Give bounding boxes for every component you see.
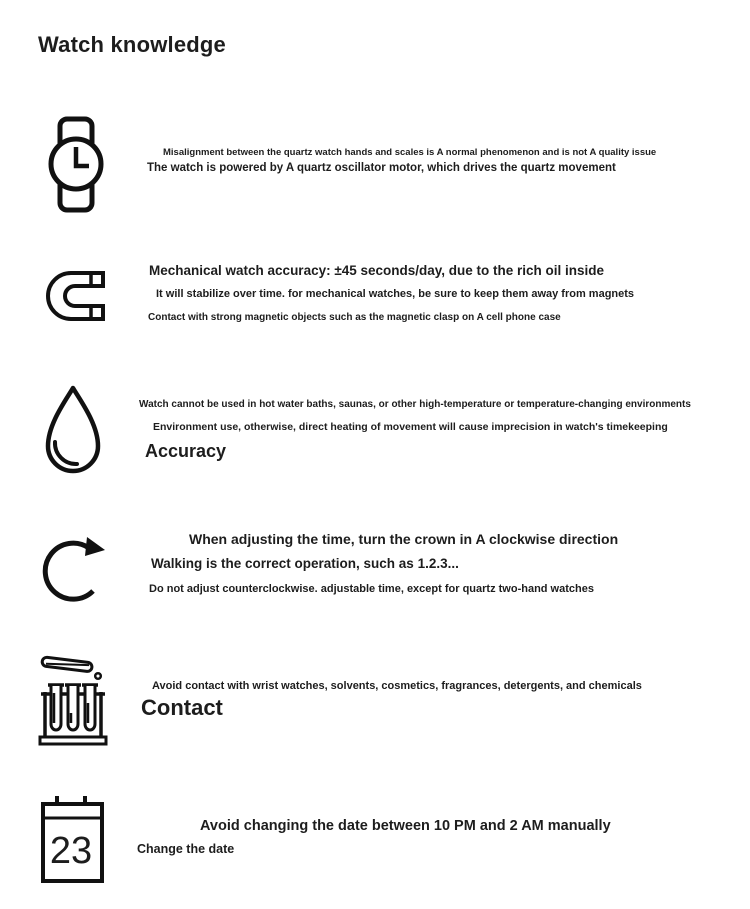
- crown-note-small: Do not adjust counterclockwise. adjustable time, except for quartz two-hand watches: [149, 583, 594, 595]
- chemicals-note: Avoid contact with wrist watches, solvents, cosmetics, fragrances, detergents, and chemicals: [152, 680, 642, 692]
- water-drop-icon: [40, 384, 106, 480]
- magnet-note-small: Contact with strong magnetic objects such as the magnetic clasp on A cell phone case: [148, 312, 561, 323]
- magnet-icon: [40, 266, 106, 326]
- quartz-note-main: The watch is powered by A quartz oscillator motor, which drives the quartz movement: [147, 162, 616, 174]
- accuracy-heading: Accuracy: [145, 441, 227, 461]
- magnet-note-mid: It will stabilize over time. for mechanical watches, be sure to keep them away from magnets: [156, 288, 635, 300]
- quartz-note-small: Misalignment between the quartz watch hands and scales is A normal phenomenon and is not A quality issue: [163, 147, 657, 158]
- test-tubes-icon: [38, 645, 108, 746]
- crown-note-mid: Walking is the correct operation, such as 1.2.3...: [151, 556, 459, 571]
- clockwise-arrow-icon: [42, 527, 106, 607]
- temperature-note-mid: Environment use, otherwise, direct heating of movement will cause imprecision in watch's timekeeping: [153, 421, 668, 433]
- watch-icon: [46, 116, 106, 213]
- date-note-main: Avoid changing the date between 10 PM and 2 AM manually: [200, 818, 611, 834]
- page-title: Watch knowledge: [38, 32, 226, 57]
- temperature-note-small: Watch cannot be used in hot water baths, saunas, or other high-temperature or temperature-changing environments: [139, 399, 691, 410]
- change-date-heading: Change the date: [137, 842, 235, 856]
- calendar-icon: [40, 793, 105, 884]
- magnet-note-main: Mechanical watch accuracy: ±45 seconds/day, due to the rich oil inside: [149, 263, 605, 278]
- crown-note-main: When adjusting the time, turn the crown in A clockwise direction: [189, 531, 619, 547]
- calendar-day-number: 23: [49, 830, 93, 872]
- contact-heading: Contact: [141, 695, 223, 720]
